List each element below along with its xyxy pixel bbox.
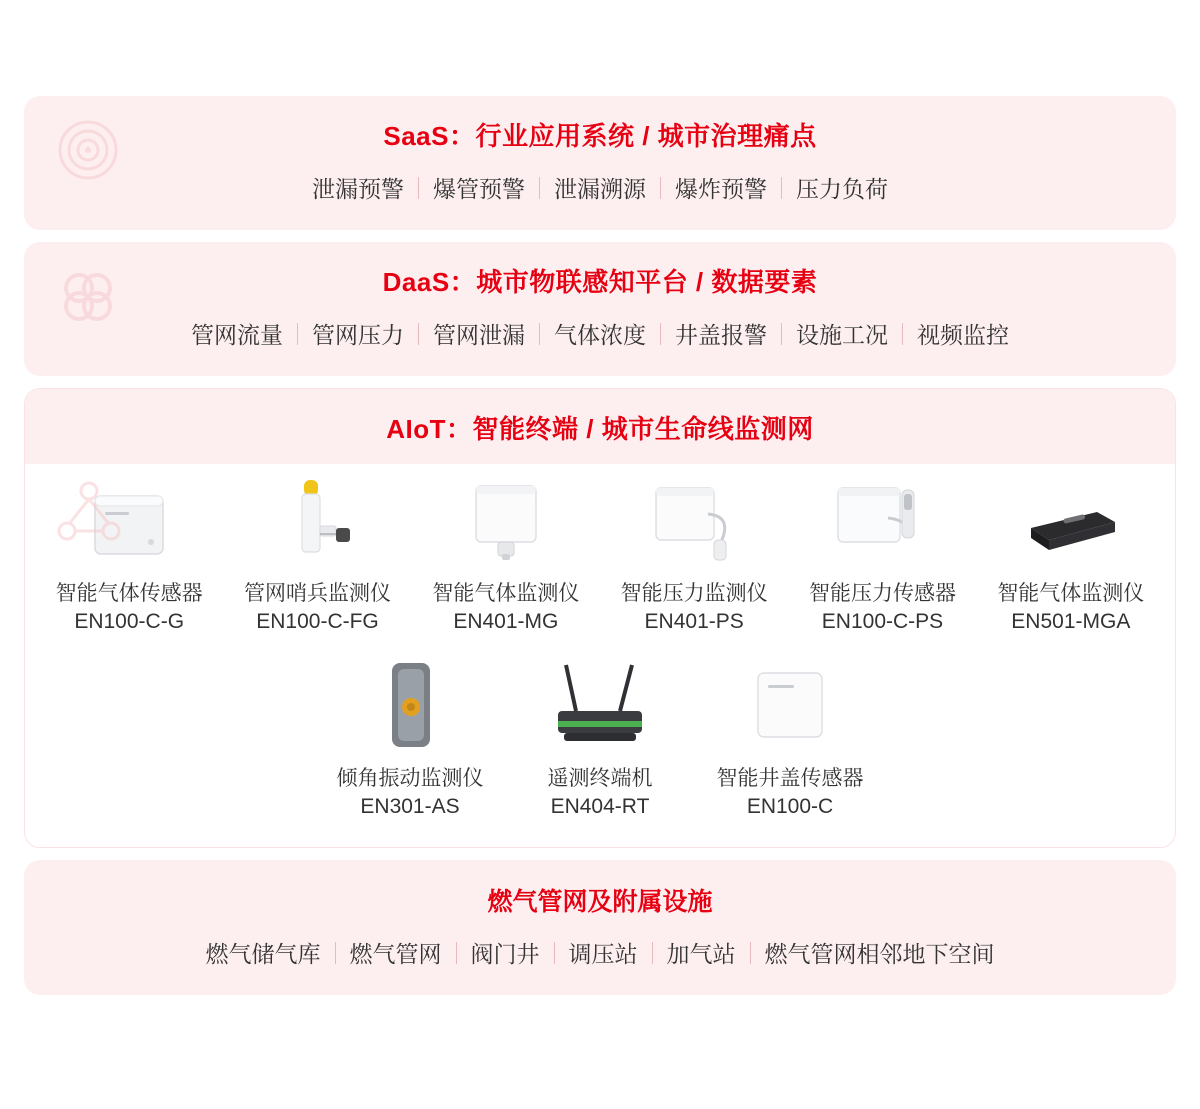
device-model: EN401-PS	[644, 610, 744, 634]
aiot-device-row-1	[25, 464, 1175, 637]
daas-item[interactable]: 管网压力	[312, 322, 404, 348]
infra-item[interactable]: 燃气储气库	[205, 941, 321, 968]
device-name: 智能气体传感器	[55, 582, 203, 605]
aiot-device-row-2	[25, 637, 1175, 848]
daas-item[interactable]: 气体浓度	[554, 322, 646, 348]
device-name: 智能气体监测仪	[432, 582, 580, 605]
daas-item[interactable]: 管网流量	[191, 322, 283, 348]
pressure-sensor-probe-icon	[822, 474, 942, 570]
device-card[interactable]	[223, 474, 411, 637]
saas-item[interactable]: 泄漏预警	[312, 176, 404, 202]
layer-infrastructure-title: 燃气管网及附属设施	[487, 888, 713, 917]
layer-aiot-header	[25, 389, 1175, 464]
device-card[interactable]	[695, 659, 885, 822]
device-model: EN501-MGA	[1011, 610, 1131, 634]
layer-daas	[24, 242, 1176, 376]
device-model: EN100-C	[746, 795, 834, 819]
infra-item[interactable]: 燃气管网相邻地下空间	[764, 941, 995, 968]
daas-item[interactable]: 管网泄漏	[433, 322, 525, 348]
saas-item[interactable]: 爆管预警	[433, 176, 525, 202]
daas-item[interactable]: 设施工况	[796, 322, 888, 348]
gas-sensor-square-icon	[69, 474, 189, 570]
black-gas-analyzer-icon	[1011, 474, 1131, 570]
device-name: 智能气体监测仪	[997, 582, 1145, 605]
device-name: 智能压力传感器	[808, 582, 956, 605]
layer-aiot-title	[25, 389, 1175, 464]
tilt-vibration-device-icon	[350, 659, 470, 755]
device-model: EN404-RT	[550, 795, 650, 819]
device-model: EN100-C-PS	[821, 610, 944, 634]
device-model: EN100-C-FG	[256, 610, 379, 634]
device-card[interactable]	[600, 474, 788, 637]
device-card[interactable]	[505, 659, 695, 822]
layer-saas-title	[24, 96, 1176, 167]
layer-infrastructure-items	[24, 932, 1176, 995]
device-model: EN401-MG	[453, 610, 559, 634]
rtu-router-antennas-icon	[540, 659, 660, 755]
layer-aiot-subtitle: 智能终端 / 城市生命线监测网	[472, 414, 814, 444]
layer-daas-items	[24, 313, 1176, 376]
device-card[interactable]	[315, 659, 505, 822]
layer-aiot	[24, 388, 1176, 848]
daas-item[interactable]: 视频监控	[917, 322, 1009, 348]
layer-saas-items	[24, 167, 1176, 230]
device-card[interactable]	[35, 474, 223, 637]
device-name: 智能井盖传感器	[716, 766, 864, 790]
saas-item[interactable]: 泄漏溯源	[554, 176, 646, 202]
layer-daas-title	[24, 242, 1176, 313]
layer-saas-subtitle: 行业应用系统 / 城市治理痛点	[475, 121, 817, 151]
layer-daas-subtitle: 城市物联感知平台 / 数据要素	[476, 267, 818, 297]
layer-saas-tag: SaaS：	[383, 121, 476, 151]
infra-item[interactable]: 加气站	[666, 941, 736, 968]
saas-item[interactable]: 压力负荷	[796, 176, 888, 202]
infra-item[interactable]: 阀门井	[470, 941, 540, 968]
device-name: 遥测终端机	[547, 766, 653, 790]
layer-aiot-tag: AIoT：	[386, 414, 473, 444]
device-model: EN301-AS	[360, 795, 460, 819]
device-card[interactable]	[788, 474, 976, 637]
layer-daas-tag: DaaS：	[382, 267, 477, 297]
infra-item[interactable]: 燃气管网	[349, 941, 442, 968]
device-name: 管网哨兵监测仪	[244, 582, 391, 605]
device-name: 智能压力监测仪	[620, 582, 768, 605]
daas-item[interactable]: 井盖报警	[675, 322, 767, 348]
device-card[interactable]	[412, 474, 600, 637]
sentinel-probe-icon	[258, 474, 378, 570]
pressure-monitor-cable-icon	[634, 474, 754, 570]
layer-infrastructure	[24, 860, 1176, 995]
device-model: EN100-C-G	[74, 610, 185, 634]
device-card[interactable]	[977, 474, 1165, 637]
saas-item[interactable]: 爆炸预警	[675, 176, 767, 202]
gas-monitor-box-icon	[446, 474, 566, 570]
layer-saas	[24, 96, 1176, 230]
infra-item[interactable]: 调压站	[568, 941, 638, 968]
manhole-sensor-square-icon	[730, 659, 850, 755]
device-name: 倾角振动监测仪	[336, 766, 484, 790]
